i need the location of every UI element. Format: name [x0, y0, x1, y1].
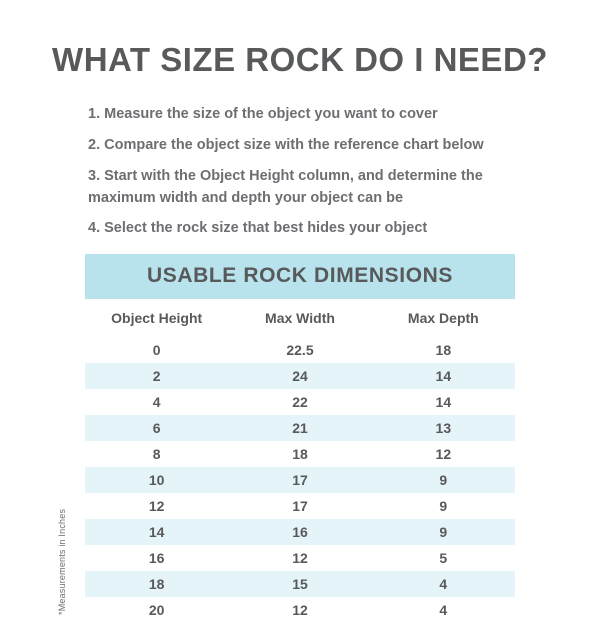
step-2: 2. Compare the object size with the reference chart below: [88, 137, 484, 154]
table-row: [85, 337, 515, 363]
step-3: 3. Start with the Object Height column, and determine the maximum width and depth your object can be: [88, 167, 483, 206]
cell-max-depth: 13: [372, 415, 515, 441]
cell-object-height: 10: [85, 467, 228, 493]
column-header-max-width: Max Width: [228, 299, 371, 337]
instruction-steps: [0, 104, 600, 240]
table-row: [85, 415, 515, 441]
cell-max-depth: 4: [372, 571, 515, 597]
cell-object-height: 6: [85, 415, 228, 441]
cell-object-height: 18: [85, 571, 228, 597]
cell-object-height: 20: [85, 597, 228, 623]
step-1: 1. Measure the size of the object you want to cover: [88, 106, 438, 123]
cell-max-width: 12: [228, 597, 371, 623]
table-row: [85, 597, 515, 623]
page-title: WHAT SIZE ROCK DO I NEED?: [52, 41, 548, 78]
table-row: [85, 519, 515, 545]
cell-max-width: 16: [228, 519, 371, 545]
table-row: [85, 493, 515, 519]
cell-max-width: 21: [228, 415, 371, 441]
cell-max-depth: 14: [372, 389, 515, 415]
table-row: [85, 571, 515, 597]
table-header-row: [85, 299, 515, 337]
rock-dimensions-table: [85, 254, 515, 623]
cell-object-height: 14: [85, 519, 228, 545]
table-row: [85, 467, 515, 493]
column-header-max-depth: Max Depth: [372, 299, 515, 337]
cell-object-height: 12: [85, 493, 228, 519]
measurement-units-note: *Measurements in Inches: [57, 508, 67, 616]
table-row: [85, 389, 515, 415]
cell-max-depth: 14: [372, 363, 515, 389]
cell-max-width: 22: [228, 389, 371, 415]
table-row: [85, 363, 515, 389]
cell-object-height: 0: [85, 337, 228, 363]
table-banner-title: USABLE ROCK DIMENSIONS: [85, 254, 515, 299]
cell-max-width: 18: [228, 441, 371, 467]
cell-max-width: 17: [228, 467, 371, 493]
cell-object-height: 2: [85, 363, 228, 389]
cell-max-width: 24: [228, 363, 371, 389]
cell-max-width: 17: [228, 493, 371, 519]
column-header-object-height: Object Height: [85, 299, 228, 337]
cell-max-depth: 5: [372, 545, 515, 571]
rock-dimensions-table-wrapper: [57, 254, 515, 623]
cell-max-width: 22.5: [228, 337, 371, 363]
table-row: [85, 441, 515, 467]
table-row: [85, 545, 515, 571]
cell-max-depth: 9: [372, 467, 515, 493]
cell-max-depth: 12: [372, 441, 515, 467]
infographic-page: [0, 42, 600, 642]
table-banner-row: [85, 254, 515, 299]
cell-object-height: 16: [85, 545, 228, 571]
cell-object-height: 8: [85, 441, 228, 467]
step-4: 4. Select the rock size that best hides your object: [88, 220, 428, 237]
cell-max-depth: 18: [372, 337, 515, 363]
cell-max-width: 15: [228, 571, 371, 597]
cell-max-width: 12: [228, 545, 371, 571]
cell-max-depth: 4: [372, 597, 515, 623]
cell-max-depth: 9: [372, 519, 515, 545]
cell-object-height: 4: [85, 389, 228, 415]
cell-max-depth: 9: [372, 493, 515, 519]
